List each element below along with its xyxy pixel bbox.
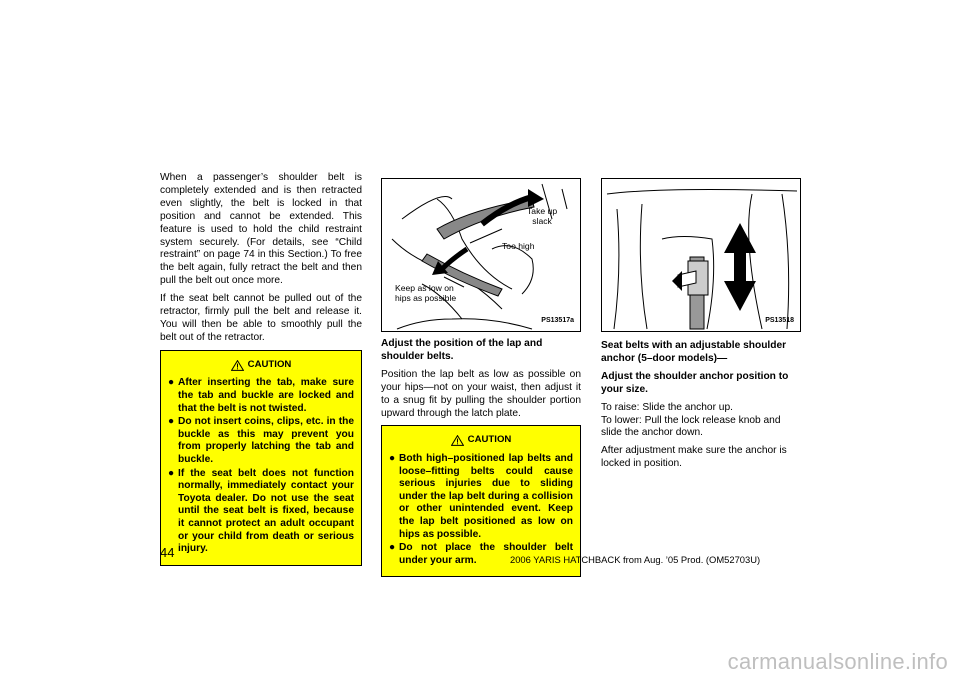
- keep-low-label: Keep as low on hips as possible: [395, 283, 457, 303]
- caution-list-1: [168, 377, 354, 555]
- caution-box-1: [160, 350, 362, 566]
- caution-item: ● If the seat belt does not function normally, immediately contact your Toyota dealer. Do not use the seat until the seat belt is fixed, because it cannot protect an adult occupant or your child from death or serious injury.: [168, 467, 354, 555]
- take-up-slack-label: Take up slack: [527, 206, 558, 226]
- caution-label: CAUTION: [467, 434, 512, 446]
- column-left: [160, 172, 362, 566]
- page-number: 44: [160, 545, 175, 560]
- warning-triangle-icon: [451, 435, 464, 446]
- lap-belt-figure: [381, 178, 581, 332]
- bullet-icon: ●: [389, 453, 396, 465]
- shoulder-anchor-figure: [601, 178, 801, 332]
- adjustable-anchor-heading: Seat belts with an adjustable shoulder anchor (5–door models)—: [601, 340, 787, 364]
- bullet-icon: ●: [168, 377, 175, 389]
- lap-shoulder-heading: Adjust the position of the lap and shoulder belts.: [381, 338, 543, 362]
- watermark: carmanualsonline.info: [727, 649, 948, 674]
- caution-label: CAUTION: [247, 358, 292, 370]
- caution-item: ● Both high–positioned lap belts and loose–fitting belts could cause serious injuries due to sliding under the lap belt during a collision or other unintended event. Keep the lap belt positioned as low on hips as possible.: [389, 453, 573, 540]
- caution-item: ● Do not insert coins, clips, etc. in the buckle as this may prevent you from properly latching the tab and buckle.: [168, 416, 354, 465]
- figure-code: PS13518: [765, 317, 794, 325]
- caution-title-1: [168, 359, 354, 372]
- column-middle: [381, 172, 581, 577]
- warning-triangle-icon: [231, 360, 244, 371]
- figure-code: PS13517a: [541, 317, 574, 325]
- caution-item: ● After inserting the tab, make sure the tab and buckle are locked and that the belt is not twisted.: [168, 377, 354, 414]
- adjust-anchor-heading: Adjust the shoulder anchor position to your size.: [601, 370, 789, 395]
- bullet-icon: ●: [168, 467, 175, 479]
- caution-item: ● Do not place the shoulder belt under your arm.: [389, 542, 573, 566]
- lap-belt-paragraph: Position the lap belt as low as possible on your hips—not on your waist, then adjust it to a snug fit by pulling the shoulder portion upward through the latch plate.: [381, 368, 581, 419]
- caution-list-2: [389, 453, 573, 567]
- raise-instruction: To raise: Slide the anchor up.: [601, 401, 733, 413]
- after-adjust-paragraph: After adjustment make sure the anchor is locked in position.: [601, 445, 787, 470]
- footer-text: 2006 YARIS HATCHBACK from Aug. ’05 Prod. (OM52703U): [510, 554, 761, 565]
- caution-title-2: [389, 434, 573, 447]
- lap-belt-illustration: [382, 179, 580, 331]
- bullet-icon: ●: [389, 542, 396, 554]
- shoulder-anchor-illustration: [602, 179, 800, 331]
- column-right: [601, 172, 801, 476]
- lower-instruction: To lower: Pull the lock release knob and slide the anchor down.: [601, 414, 781, 439]
- passenger-belt-paragraph: When a passenger’s shoulder belt is completely extended and is then retracted even slightly, the belt is locked in that position and cannot be extended. This feature is used to hold the child restraint system securely. (For details, see “Child restraint” on page 74 in this Section.) To free the belt again, fully retract the belt and then pull the belt out once more.: [160, 172, 362, 287]
- too-high-label: Too high: [502, 241, 535, 251]
- retractor-paragraph: If the seat belt cannot be pulled out of the retractor, firmly pull the belt and release it. You will then be able to smoothly pull the belt out of the retractor.: [160, 293, 362, 343]
- bullet-icon: ●: [168, 416, 175, 428]
